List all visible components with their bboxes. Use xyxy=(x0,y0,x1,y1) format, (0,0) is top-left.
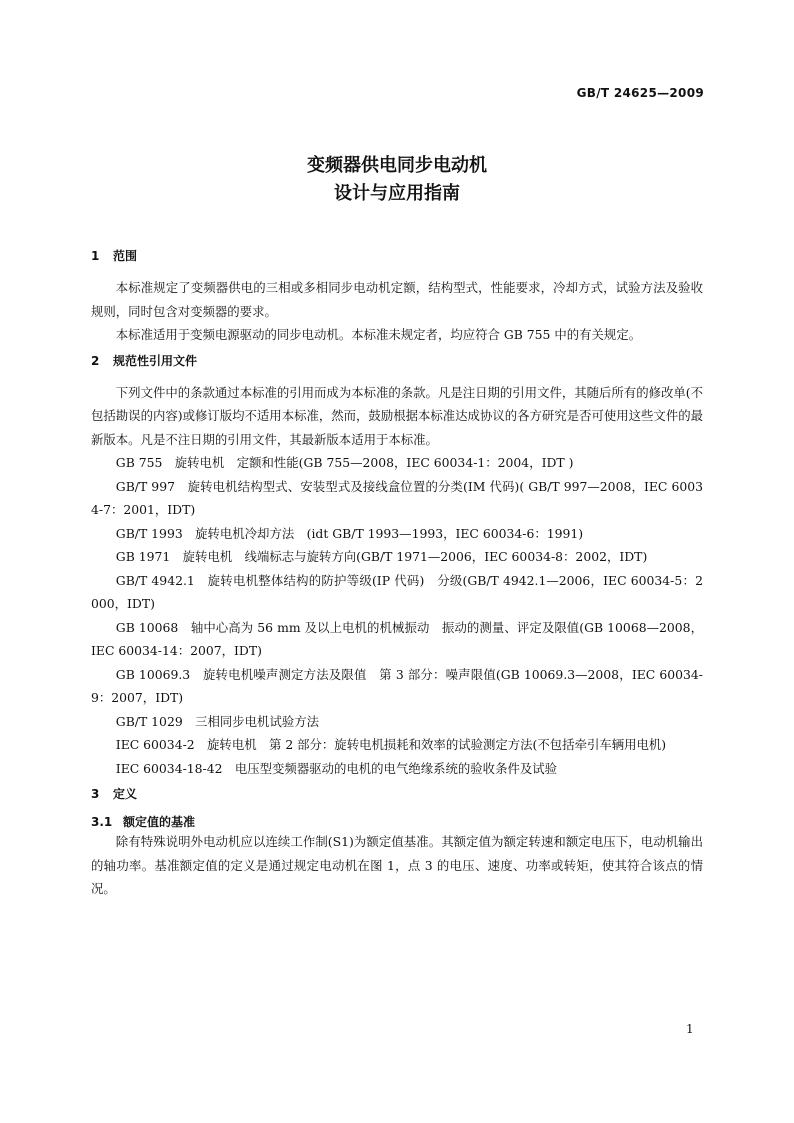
section-1-heading xyxy=(91,248,703,264)
section-3-heading xyxy=(91,786,703,802)
rating-basis-paragraph: 除有特殊说明外电动机应以连续工作制(S1)为额定值基准。其额定值为额定转速和额定电压下，电动机输出的轴功率。基准额定值的定义是通过规定电动机在图 1，点 3 的电压、速度、功率或转矩，使其符合该点的情况。 xyxy=(91,834,703,896)
section-title: 范围 xyxy=(113,249,138,263)
reference-item: GB 755 旋转电机 定额和性能(GB 755—2008，IEC 60034-1：2004，IDT ) xyxy=(115,455,574,470)
reference-item: GB/T 997 旋转电机结构型式、安装型式及接线盒位置的分类(IM 代码)( GB/T 997—2008，IEC 60034-7：2001，IDT) xyxy=(91,478,703,517)
references-intro: 下列文件中的条款通过本标准的引用而成为本标准的条款。凡是注日期的引用文件，其随后所有的修改单(不包括勘误的内容)或修订版均不适用本标准，然而，鼓励根据本标准达成协议的各方研究是否可使用这些文件的最新版本。凡是不注日期的引用文件，其最新版本适用于本标准。 xyxy=(91,384,703,447)
section-number: 1 xyxy=(91,249,100,263)
reference-item: GB 10069.3 旋转电机噪声测定方法及限值 第 3 部分：噪声限值(GB 10069.3—2008，IEC 60034-9：2007，IDT) xyxy=(91,666,703,705)
reference-item: IEC 60034-2 旋转电机 第 2 部分：旋转电机损耗和效率的试验测定方法(不包括牵引车辆用电机) xyxy=(115,737,667,752)
title-line-2: 设计与应用指南 xyxy=(334,183,460,204)
reference-item: GB/T 1993 旋转电机冷却方法 (idt GB/T 1993—1993，IEC 60034-6：1991) xyxy=(115,525,584,541)
reference-item: GB/T 4942.1 旋转电机整体结构的防护等级(IP 代码) 分级(GB/T 4942.1—2006，IEC 60034-5：2000，IDT) xyxy=(91,572,703,611)
section-number: 2 xyxy=(91,353,100,368)
subsection-title: 额定值的基准 xyxy=(123,815,196,829)
section-title: 规范性引用文件 xyxy=(113,353,198,368)
scope-paragraph-1: 本标准规定了变频器供电的三相或多相同步电动机定额，结构型式，性能要求，冷却方式，试验方法及验收规则，同时包含对变频器的要求。 xyxy=(91,280,703,319)
subsection-number: 3.1 xyxy=(91,815,113,829)
reference-item: GB/T 1029 三相同步电机试验方法 xyxy=(115,713,320,729)
reference-item: GB 10068 轴中心高为 56 mm 及以上电机的机械振动 振动的测量、评定及限值(GB 10068—2008，IEC 60034-14：2007，IDT) xyxy=(91,619,703,658)
standard-code: GB/T 24625—2009 xyxy=(576,86,704,100)
title-line-1: 变频器供电同步电动机 xyxy=(307,155,487,176)
reference-item: GB 1971 旋转电机 线端标志与旋转方向(GB/T 1971—2006，IEC 60034-8：2002，IDT) xyxy=(115,549,648,564)
section-2-heading xyxy=(91,353,703,369)
reference-item: IEC 60034-18-42 电压型变频器驱动的电机的电气绝缘系统的验收条件及试验 xyxy=(115,760,558,776)
subsection-3-1-heading xyxy=(91,814,703,830)
section-number: 3 xyxy=(91,787,100,801)
reference-list xyxy=(91,451,703,780)
document-title xyxy=(0,152,794,208)
page-number: 1 xyxy=(686,1022,694,1036)
section-title: 定义 xyxy=(113,787,138,801)
document-body xyxy=(91,248,703,901)
scope-paragraph-2: 本标准适用于变频电源驱动的同步电动机。本标准未规定者，均应符合 GB 755 中的有关规定。 xyxy=(115,327,642,342)
